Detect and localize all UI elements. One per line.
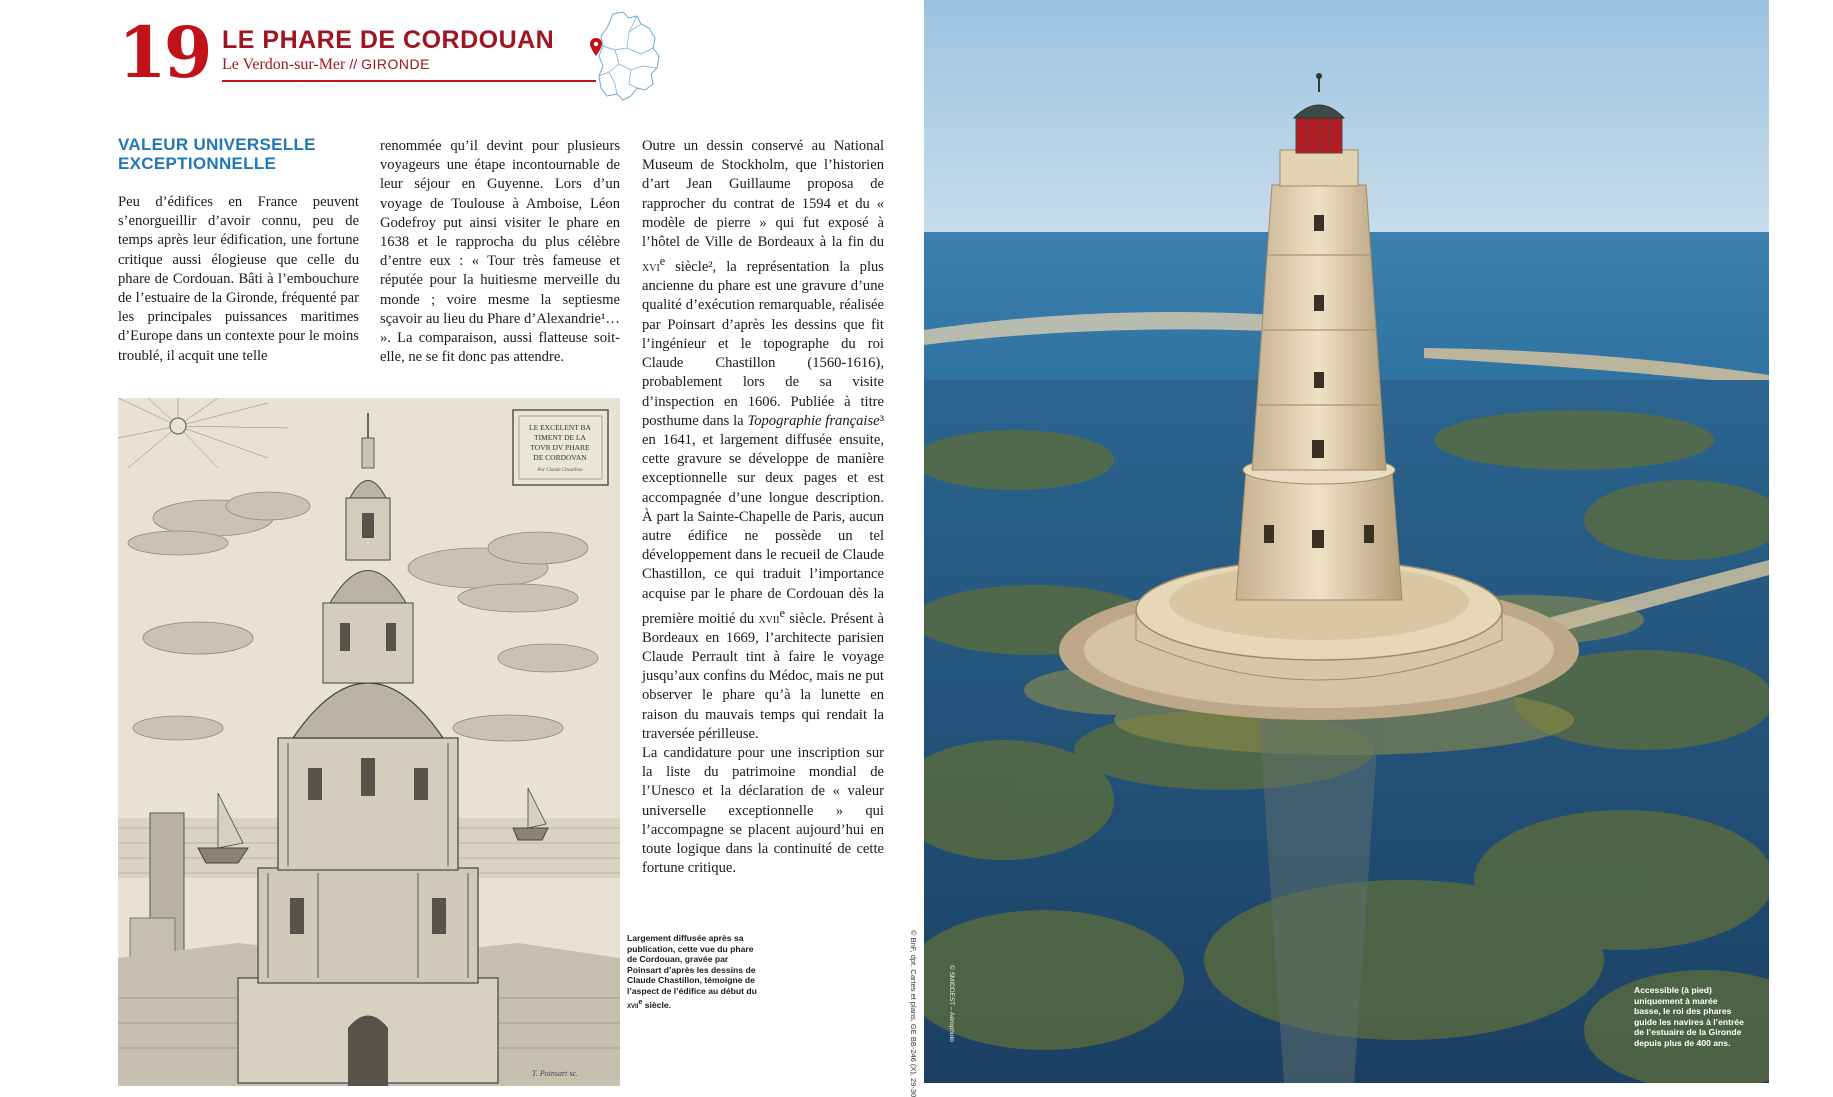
photo-caption: Accessible (à pied) uniquement à marée basse, le roi des phares guide les navires à l’entrée de l’estuaire de la Gironde depuis plus de 400 ans. [1634,985,1744,1048]
book-title: Topographie française [747,412,880,429]
text-column-2 [380,137,620,367]
chapter-subtitle [222,56,430,74]
cartouche-line-4: DE CORDOVAN [533,453,587,462]
paragraph-3: La candidature pour une inscription sur la liste du patrimoine mondial de l’Unesco et la déclaration de « valeur universelle exceptionnelle » qui l’accompagne se placent aujourd’hui en toute logique dans la continuité de cette fortune critique. [642,745,884,877]
cartouche-line-1: LE EXCELENT BA [529,423,591,432]
engraving-illustration [118,398,620,1086]
photo-credit-lighthouse: © SMIDDEST – Aérophoto [948,965,955,1042]
section-heading-line1: VALEUR UNIVERSELLE [118,135,316,154]
department-name: GIRONDE [361,56,430,72]
text-column-1 [118,193,359,366]
engraving-caption: Largement diffusée après sa publication, cette vue du phare de Cordouan, gravée par Poinsart d’après les dessins de Claude Chastillon, témoigne de l’aspect de l’édifice au début du xvii$^e$ siècle. [627,933,757,1010]
left-page [0,0,924,1083]
section-heading [118,135,378,173]
photo-credit-engraving: © BnF, dpt. Cartes et plans, GE BB-246 (X), 29-30 [909,930,918,1097]
paragraph-1-continued: renommée qu’il devint pour plusieurs voyageurs une étape incontournable de leur séjour en Guyenne. Lors d’un voyage de Toulouse à Amboise, Léon Godefroy put ainsi visiter le phare en 1638 et le rapprocha du plus célèbre d’entre eux : « Tour très fameuse et réputée pour la huitiesme merveille du monde ; voire mesme la septiesme sçavoir au lieu du Phare d’Alexandrie¹… ». La comparaison, aussi flatteuse soit-elle, ne se fit donc pas attendre. [380,138,620,366]
engraver-signature: T. Poinsart sc. [531,1069,578,1078]
town-name: Le Verdon-sur-Mer [222,56,346,73]
cartouche-line-2: TIMENT DE LA [534,433,586,442]
chapter-number: 19 [118,11,210,94]
chapter-title: LE PHARE DE CORDOUAN [222,26,555,54]
subtitle-separator: // [349,56,358,72]
paragraph-2: Outre un dessin conservé au National Museum de Stockholm, que l’historien d’art Jean Guillaume proposa de rapprocher du contrat de 1594 et du « modèle de pierre » qui fut exposé à l’hôtel de Ville de Bordeaux à la fin du xvi$^e$ siècle², la représentation la plus ancienne du phare est une gravure d’une qualité d’exécution remarquable, réalisée par Poinsart d’après les dessins que fit l’ingénieur et le topographe du roi Claude Chastillon (1560-1616), probablement lors de sa visite d’inspection en 1606. Publiée à titre posthume dans la Topographie française³ en 1641, et largement diffusée ensuite, cette gravure se développe de manière exceptionnelle sur deux pages et est accompagnée d’une longue description. À part la Sainte-Chapelle de Paris, aucun autre édifice ne possède un tel développement dans le recueil de Claude Chastillon, ce qui traduit l’importance acquise par le phare de Cordouan dès la première moitié du xvii$^e$ siècle. Présent à Bordeaux en 1669, l’architecte parisien Claude Perrault tint à faire le voyage jusqu’aux confins du Médoc, mais ne put observer le phare qu’à la lunette en raison du mauvais temps qui rendait la traversée périlleuse. [642,138,885,742]
section-heading-line2: EXCEPTIONNELLE [118,154,277,173]
title-rule [222,80,596,82]
cartouche-line-3: TOVR DV PHARE [530,443,590,452]
paragraph-1: Peu d’édifices en France peuvent s’enorgueillir d’avoir connu, peu de temps après leur édification, une fortune critique aussi élogieuse que celle du phare de Cordouan. Bâti à l’embouchure de l’estuaire de la Gironde, fréquenté par les principales puissances maritimes d’Europe dans un contexte pour le moins troublé, il acquit une telle [118,194,359,364]
cartouche-line-5: Par Claude Chastillon [537,468,583,473]
lighthouse-photo [924,0,1769,1083]
map-location-icon [585,10,663,105]
text-column-3 [642,137,884,878]
